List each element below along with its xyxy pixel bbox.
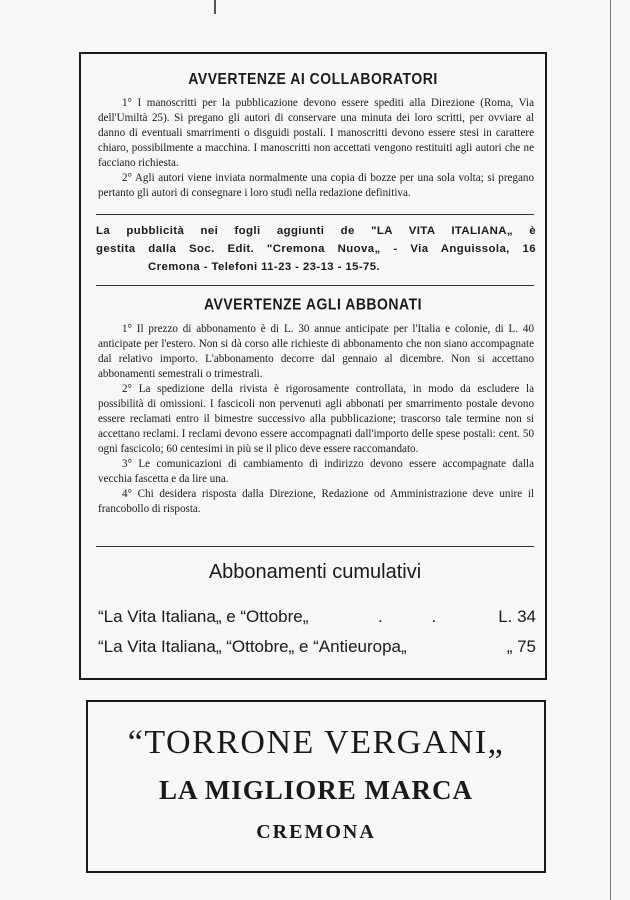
abbonati-paragraph-4: 4° Chi desidera risposta dalla Direzione, Redazione od Amministrazione deve unire il francobollo di risposta. [98, 488, 534, 515]
cumulativi-row-2-price: „ 75 [506, 637, 536, 656]
pubblicita-line-1: La pubblicità nei fogli aggiunti de "LA VITA ITALIANA„ è [96, 225, 536, 237]
scan-edge-mark-top [214, 0, 216, 14]
abbonati-heading: AVVERTENZE AGLI ABBONATI [203, 294, 423, 314]
cumulativi-row-1 [98, 607, 536, 627]
advert-city: CREMONA [256, 821, 376, 843]
cumulativi-heading: Abbonamenti cumulativi [208, 561, 422, 583]
pubblicita-notice [96, 222, 536, 276]
collaboratori-paragraph-1: 1° I manoscritti per la pubblicazione devono essere spediti alla Direzione (Roma, Via dell'Umiltà 25). Si pregano gli autori di conservare una minuta dei loro scritti, per ovviare al danno di eventuali smarrimenti o disguidi postali. I manoscritti devono essere stesi in carattere chiaro, possibilmente a macchina. I manoscritti non accettati vengono restituiti agli autori che ne facciano richiesta. [98, 97, 534, 169]
collaboratori-paragraph-2: 2° Agli autori viene inviata normalmente una copia di bozze per una sola volta; si pregano pertanto gli autori di consegnare i loro studi nella redazione definitiva. [98, 172, 534, 199]
section-divider-bottom [96, 546, 534, 547]
cumulativi-row-1-price: L. 34 [498, 607, 536, 626]
abbonati-paragraph-1: 1° Il prezzo di abbonamento è di L. 30 annue anticipate per l'Italia e colonie, di L. 40 anticipate per l'estero. Non si dà corso alle richieste di abbonamento che non siano accompagnate dal relativo importo. L'abbonamento decorre dal gennaio al dicembre. Non si accettano abbonamenti semestrali o trimestrali. [98, 323, 534, 380]
cumulativi-row-2 [98, 637, 536, 657]
abbonati-paragraph-3: 3° Le comunicazioni di cambiamento di indirizzo devono essere accompagnate dalla vecchia fascetta e da lire una. [98, 458, 534, 485]
collaboratori-heading: AVVERTENZE AI COLLABORATORI [188, 68, 438, 88]
scan-edge-mark-right [610, 0, 611, 900]
cumulativi-row-1-label: “La Vita Italiana„ e “Ottobre„ [98, 607, 309, 626]
cumulativi-row-2-label: “La Vita Italiana„ “Ottobre„ e “Antieuropa„ [98, 637, 407, 656]
advert-brand: “TORRONE VERGANI„ [127, 724, 505, 761]
abbonati-body [98, 322, 534, 517]
abbonati-paragraph-2: 2° La spedizione della rivista è rigorosamente controllata, in modo da escludere la possibilità di omissioni. I fascicoli non pervenuti agli abbonati per smarrimento postale devono essere reclamati entro il bimestre successivo alla pubblicazione; trascorso tale termine non si accettano reclami. I reclami devono essere accompagnati dall'importo delle spese postali: cent. 50 ogni fascicolo; 60 centesimi in più se il plico deve essere raccomandato. [98, 383, 534, 455]
collaboratori-body [98, 96, 534, 201]
pubblicita-line-3: Cremona - Telefoni 11-23 - 23-13 - 15-75. [148, 261, 381, 273]
torrone-advert [86, 700, 546, 873]
section-divider-top [96, 214, 534, 215]
pubblicita-line-2: gestita dalla Soc. Edit. "Cremona Nuova„ - Via Anguissola, 16 [96, 243, 536, 255]
cumulativi-row-1-dots: . . [378, 607, 459, 626]
section-divider-middle [96, 285, 534, 286]
advert-slogan: LA MIGLIORE MARCA [158, 775, 473, 805]
